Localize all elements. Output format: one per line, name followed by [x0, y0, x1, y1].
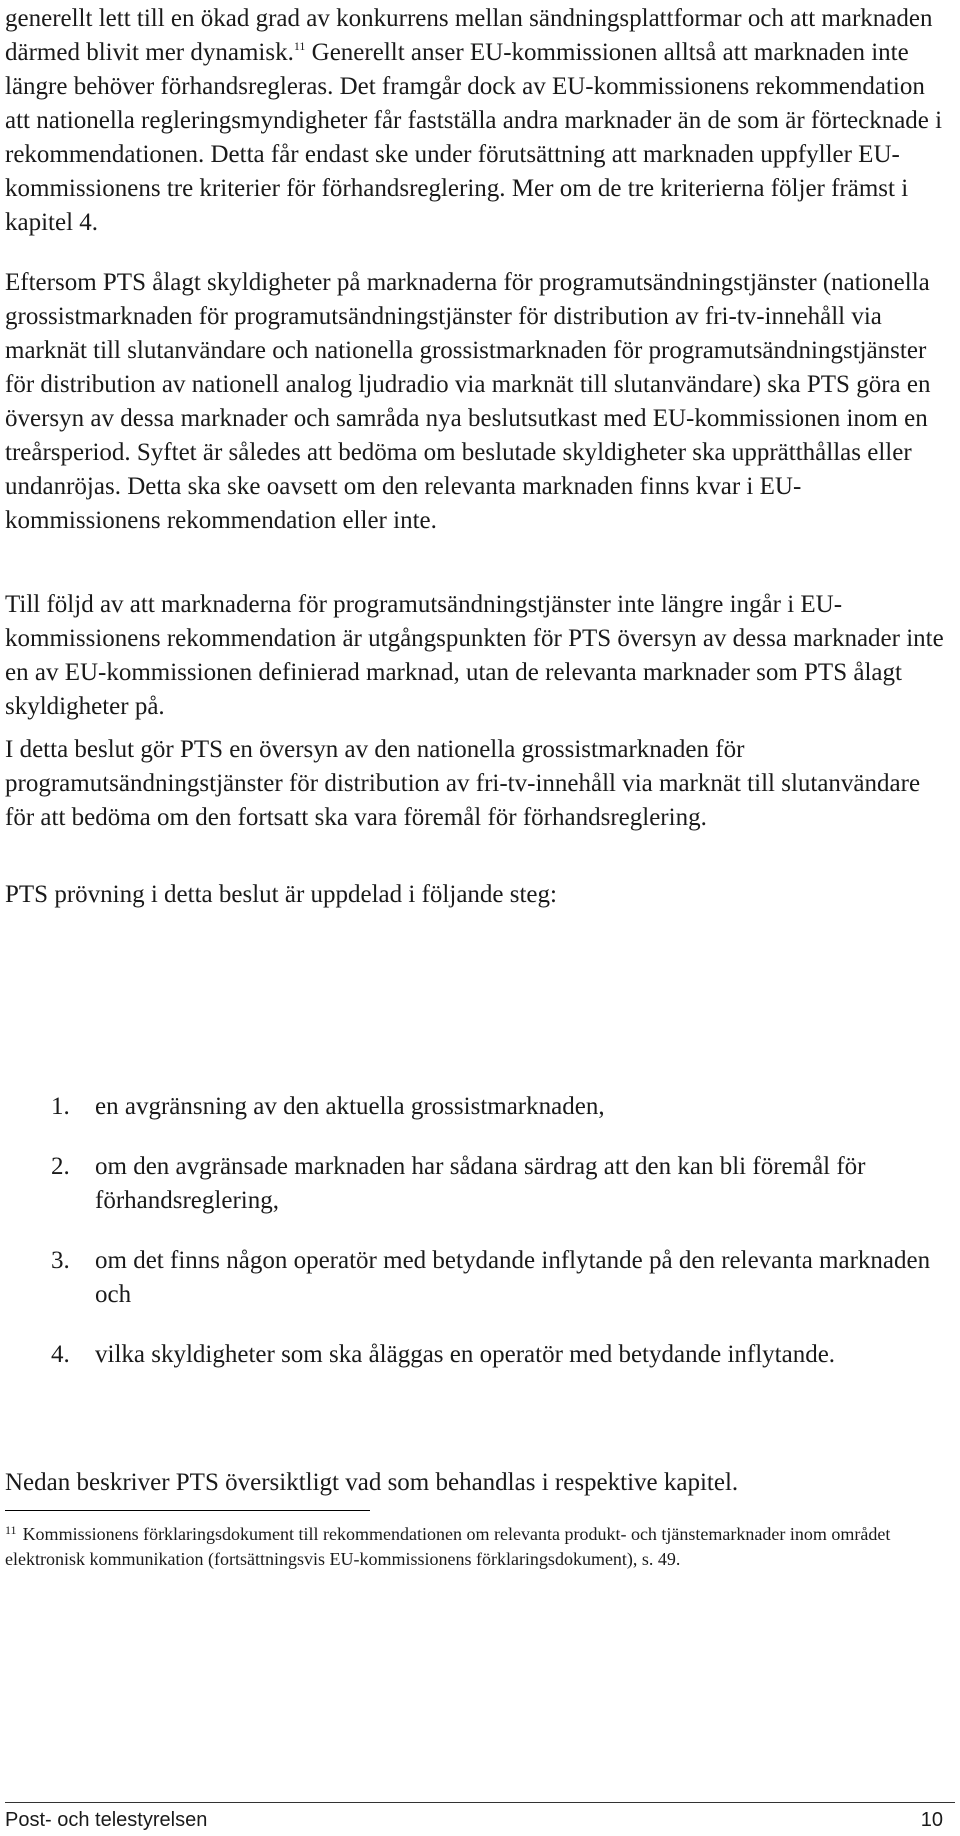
list-item-text: vilka skyldigheter som ska åläggas en operatör med betydande inflytande. [95, 1341, 836, 1368]
footnote-divider [5, 1510, 370, 1511]
paragraph-review-obligation-tail: Syftet är således att bedöma om beslutade skyldigheter ska upprätthållas eller undanröjas. Detta ska ske oavsett om den relevanta marknaden finns kvar i EU-kommissionens rekommendation eller inte. [5, 439, 912, 534]
paragraph-intro-part-a: generellt lett till en ökad grad av konkurrens mellan sändningsplattformar och att marknaden därmed blivit mer dynamisk. [5, 5, 933, 66]
page-number: 10 [920, 1809, 943, 1831]
list-item [5, 1338, 955, 1372]
list-item-number: 3. [51, 1247, 70, 1274]
list-item-text: om den avgränsade marknaden har sådana särdrag att den kan bli föremål för förhandsreglering, [95, 1153, 866, 1214]
paragraph-decision-scope-text: I detta beslut gör PTS en översyn av den nationella grossistmarknaden för programutsändningstjänster för distribution av fri-tv-innehåll via marknät till slutanvändare för att bedöma om den fortsatt ska vara föremål för förhandsreglering. [5, 736, 921, 831]
list-item-number: 1. [51, 1093, 70, 1120]
list-item-text: en avgränsning av den aktuella grossistmarknaden, [95, 1093, 605, 1120]
footer-divider [5, 1802, 955, 1803]
list-item-number: 4. [51, 1341, 70, 1368]
paragraph-intro-part-c: Mer om de tre kriterierna följer främst i kapitel 4. [5, 175, 909, 236]
footer-organization: Post- och telestyrelsen [5, 1809, 208, 1831]
footnote-text: Kommissionens förklaringsdokument till rekommendationen om relevanta produkt- och tjänstemarknader inom området elektronisk kommunikation (fortsättningsvis EU-kommissionens förklaringsdokument), s. 49. [5, 1524, 891, 1569]
paragraph-review-obligation-main: Eftersom PTS ålagt skyldigheter på marknaderna för programutsändningstjänster (nationella grossistmarknaden för programutsändningstjänster för distribution av fri-tv-innehåll via marknät till slutanvändare och nationella grossistmarknaden för programutsändningstjänster för distribution av nationell analog ljudradio via marknät till slutanvändare) ska PTS göra en översyn av dessa marknader och samråda nya beslutsutkast med EU-kommissionen inom en treårsperiod. [5, 269, 931, 466]
paragraph-chapter-overview [5, 1466, 955, 1500]
list-item [5, 1244, 955, 1312]
paragraph-steps-intro [5, 878, 955, 912]
list-item-text: om det finns någon operatör med betydande inflytande på den relevanta marknaden och [95, 1247, 931, 1308]
footnote [5, 1522, 955, 1572]
list-item [5, 1090, 955, 1124]
list-item [5, 1150, 955, 1218]
footnote-number: 11 [5, 1523, 17, 1537]
paragraph-chapter-overview-text: Nedan beskriver PTS översiktligt vad som behandlas i respektive kapitel. [5, 1469, 739, 1496]
paragraph-starting-point-text: Till följd av att marknaderna för programutsändningstjänster inte längre ingår i EU-kommissionens rekommendation är utgångspunkten för PTS översyn av dessa marknader inte en av EU-kommissionen definierad marknad, utan de relevanta marknader som PTS ålagt skyldigheter på. [5, 591, 944, 720]
paragraph-decision-scope [5, 733, 955, 835]
paragraph-steps-intro-text: PTS prövning i detta beslut är uppdelad i följande steg: [5, 881, 557, 908]
paragraph-intro [5, 2, 955, 240]
steps-list [5, 1090, 955, 1372]
footnote-reference: 11 [293, 39, 306, 53]
paragraph-starting-point [5, 588, 955, 724]
list-item-number: 2. [51, 1153, 70, 1180]
paragraph-review-obligation [5, 266, 955, 538]
paragraph-intro-part-b: Generellt anser EU-kommissionen alltså att marknaden inte längre behöver förhandsregleras. Det framgår dock av EU-kommissionens rekommendation att nationella regleringsmyndigheter får fastställa andra marknader än de som är förtecknade i rekommendationen. Detta får endast ske under förutsättning att marknaden uppfyller EU-kommissionens tre kriterier för förhandsreglering. [5, 39, 943, 202]
